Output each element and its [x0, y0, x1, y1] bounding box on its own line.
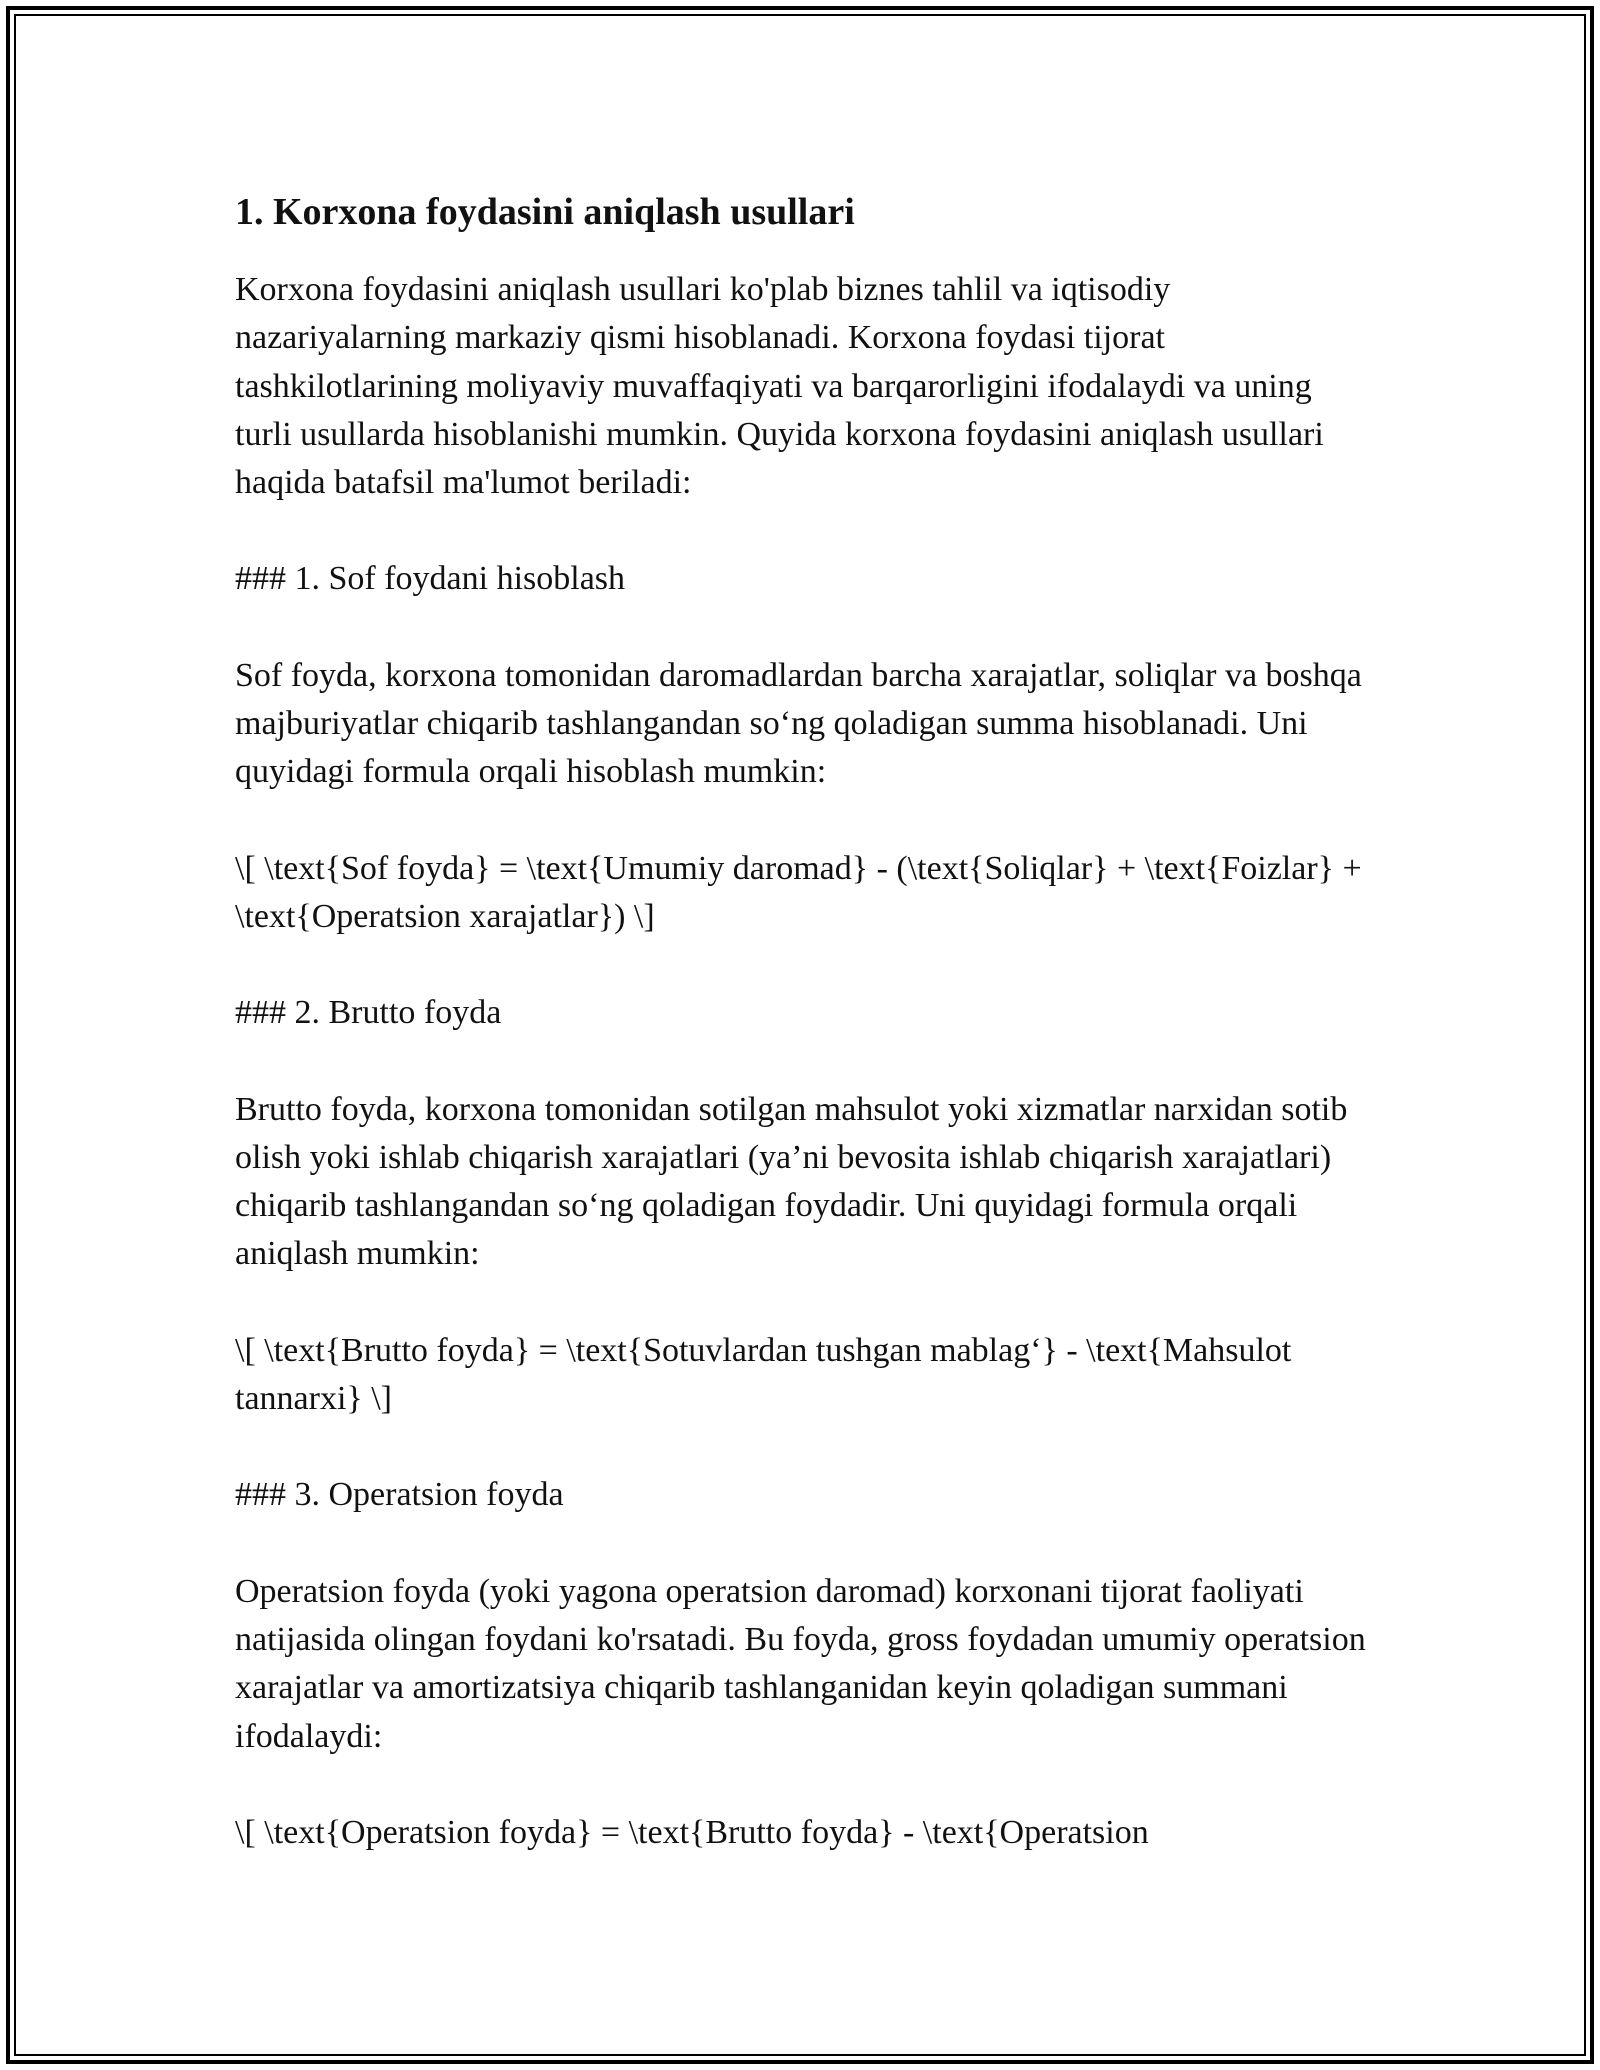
section-title: 1. Korxona foydasini aniqlash usullari [235, 191, 855, 233]
brutto-foyda-formula: \[ \text{Brutto foyda} = \text{Sotuvlardan tushgan mablag‘} - \text{Mahsulot tannarxi} \] [235, 1331, 1292, 1418]
operatsion-foyda-formula: \[ \text{Operatsion foyda} = \text{Brutto foyda} - \text{Operatsion [235, 1813, 1149, 1851]
document-body [235, 184, 1375, 1905]
operatsion-foyda-paragraph: Operatsion foyda (yoki yagona operatsion daromad) korxonani tijorat faoliyati natijasida olingan foydani ko'rsatadi. Bu foyda, gross foydadan umumiy operatsion xarajatlar va amortizatsiya chiqarib tashlanganidan keyin qoladigan summani ifodalaydi: [235, 1572, 1366, 1755]
subheading-sof-foyda: ### 1. Sof foydani hisoblash [235, 560, 626, 598]
sof-foyda-formula: \[ \text{Sof foyda} = \text{Umumiy daromad} - (\text{Soliqlar} + \text{Foizlar} + \text{Operatsion xarajatlar}) \] [235, 849, 1362, 935]
brutto-foyda-paragraph: Brutto foyda, korxona tomonidan sotilgan mahsulot yoki xizmatlar narxidan sotib olish yoki ishlab chiqarish xarajatlari (ya’ni bevosita ishlab chiqarish xarajatlari) chiqarib tashlangandan so‘ng qoladigan foydadir. Uni quyidagi formula orqali aniqlash mumkin: [235, 1090, 1348, 1273]
intro-paragraph: Korxona foydasini aniqlash usullari ko'plab biznes tahlil va iqtisodiy nazariyalarning markaziy qismi hisoblanadi. Korxona foydasi tijorat tashkilotlarining moliyaviy muvaffaqiyati va barqarorligini ifodalaydi va uning turli usullarda hisoblanishi mumkin. Quyida korxona foydasini aniqlash usullari haqida batafsil ma'lumot beriladi: [235, 271, 1324, 502]
sof-foyda-paragraph: Sof foyda, korxona tomonidan daromadlardan barcha xarajatlar, soliqlar va boshqa majburiyatlar chiqarib tashlangandan so‘ng qoladigan summa hisoblanadi. Uni quyidagi formula orqali hisoblash mumkin: [235, 656, 1362, 791]
subheading-operatsion-foyda: ### 3. Operatsion foyda [235, 1476, 564, 1514]
subheading-brutto-foyda: ### 2. Brutto foyda [235, 994, 502, 1032]
